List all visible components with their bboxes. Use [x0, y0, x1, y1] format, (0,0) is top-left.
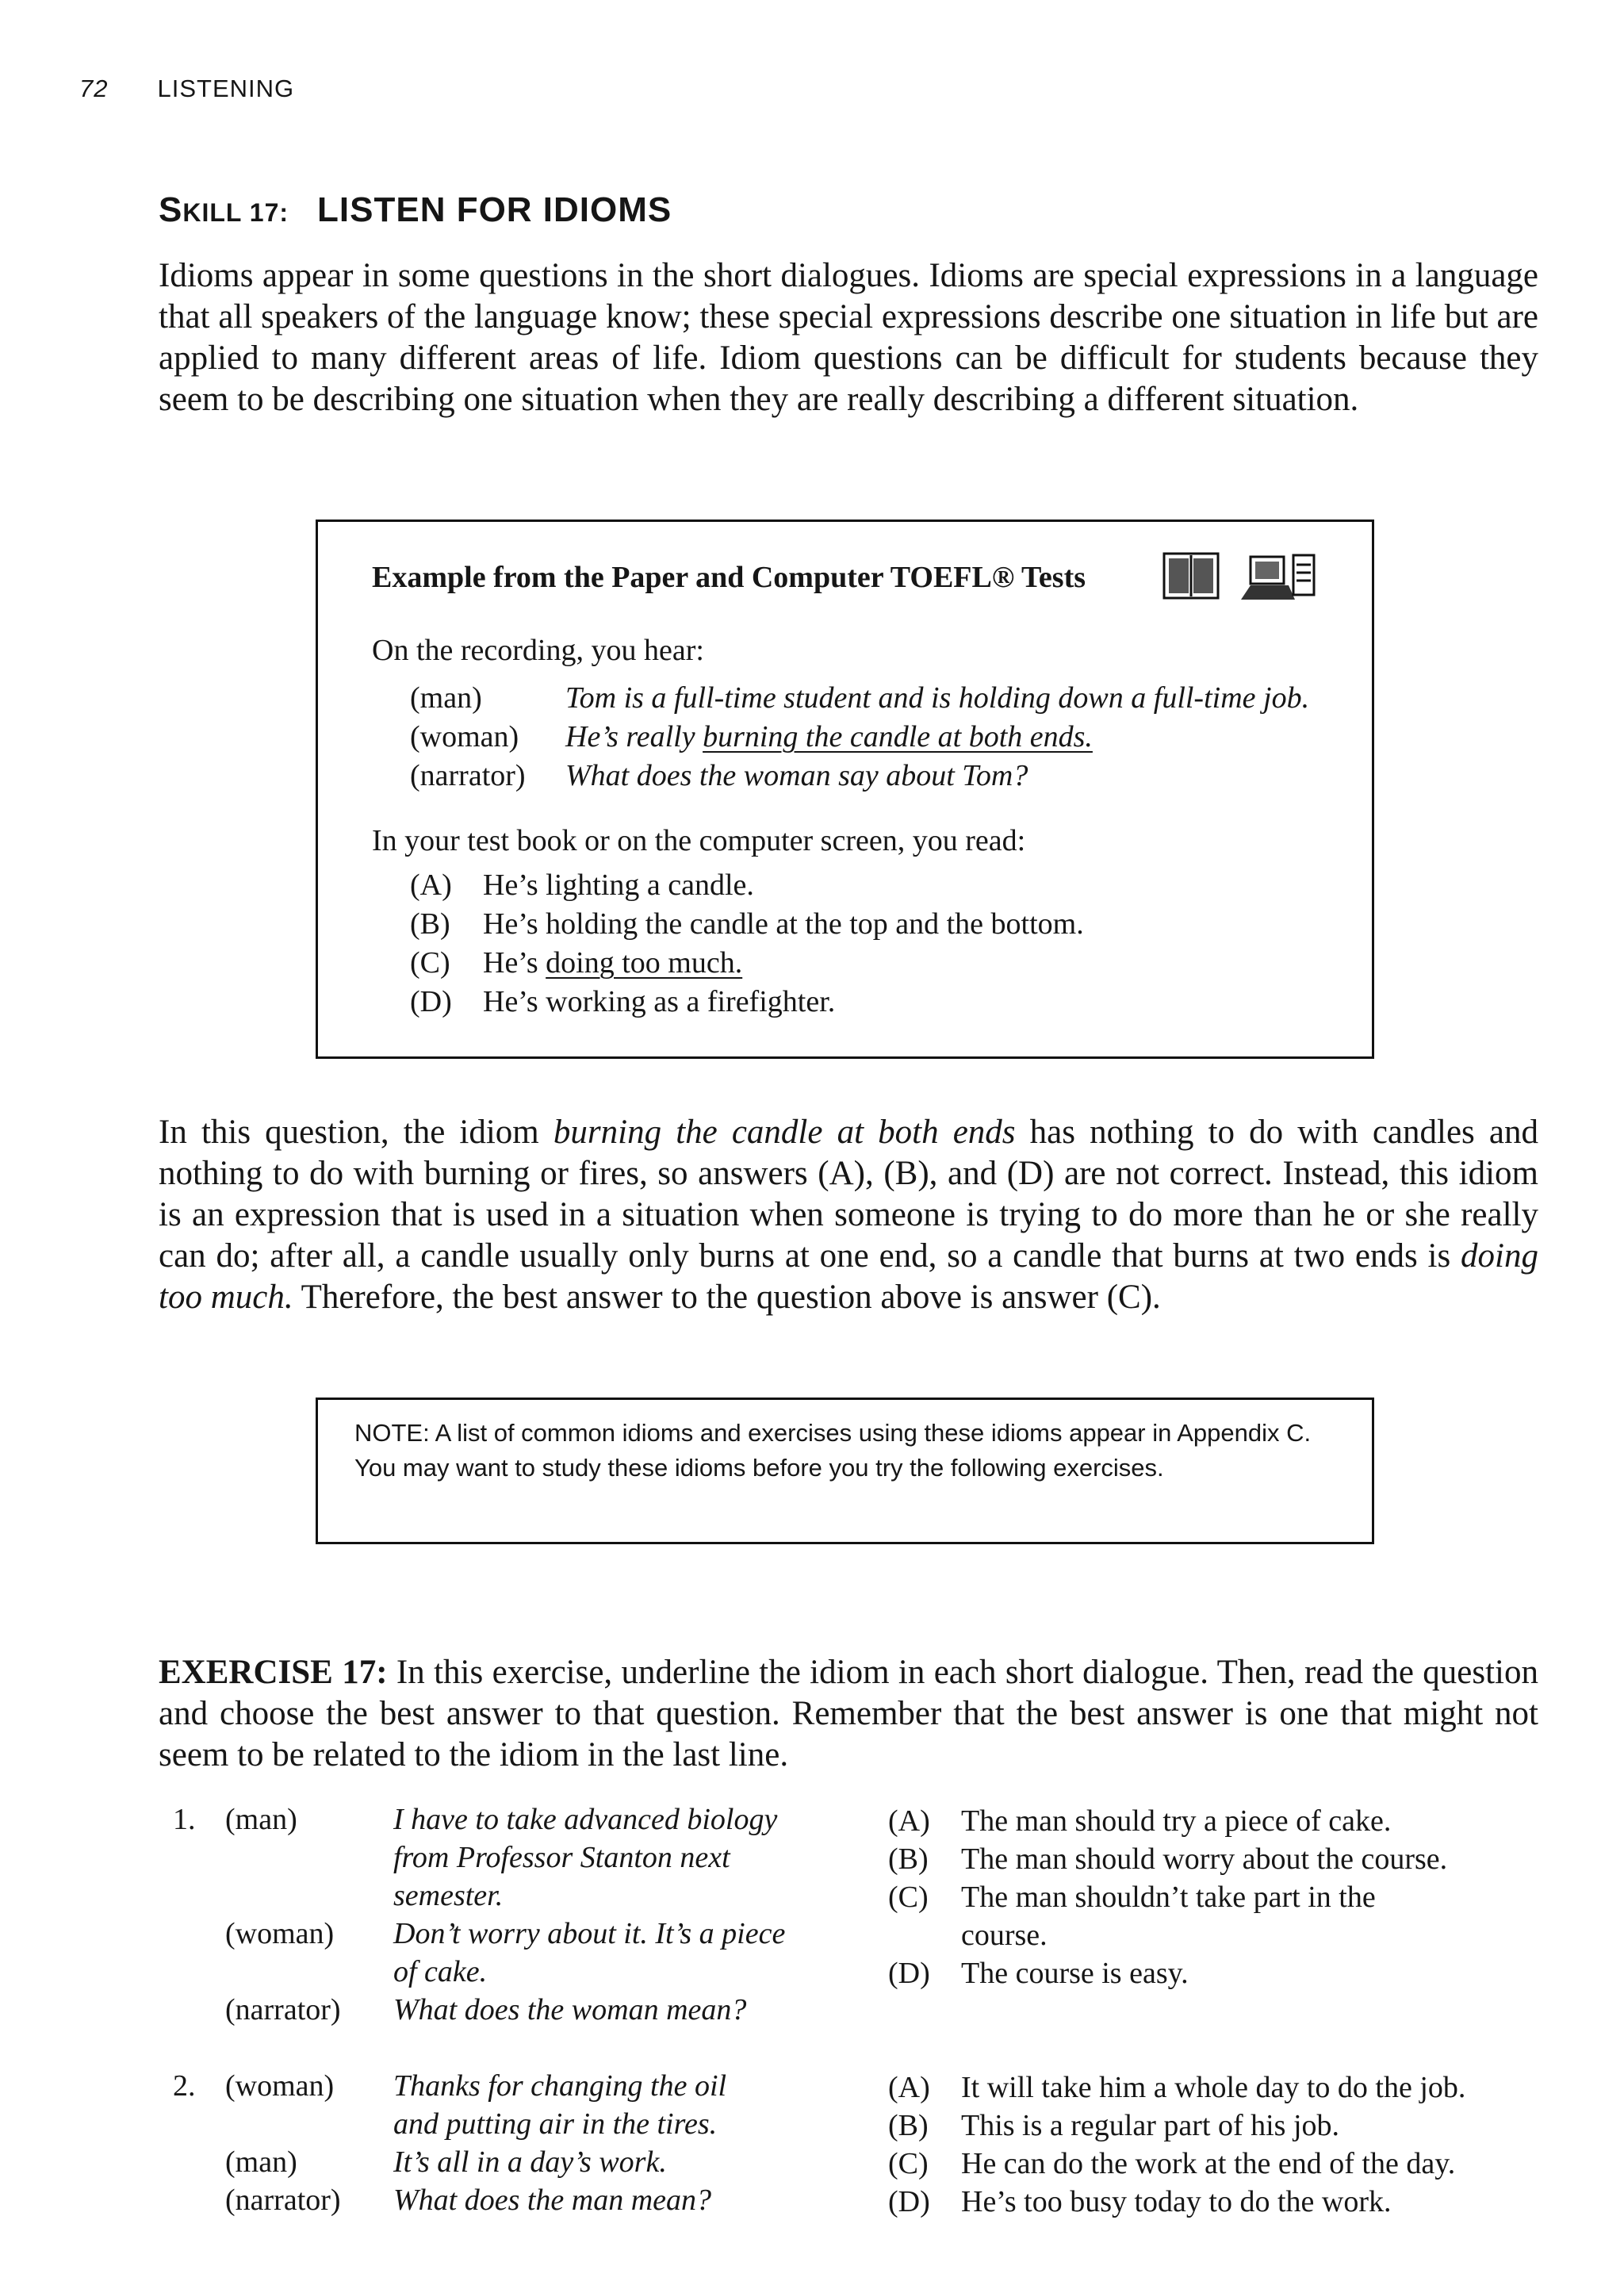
utterance: of cake. [393, 1955, 488, 1988]
speaker: (woman) [225, 2069, 335, 2103]
choice-letter: (A) [888, 1804, 930, 1838]
example-box [316, 520, 1374, 1059]
read-label: In your test book or on the computer screen, you read: [372, 824, 1026, 857]
dialogue-line [410, 681, 1309, 715]
choice-text: He’s holding the candle at the top and the bottom. [483, 907, 1084, 941]
note-box [316, 1398, 1374, 1544]
choice-text: This is a regular part of his job. [961, 2109, 1340, 2142]
emphasis: doing too much. [159, 1237, 1538, 1316]
choice-text: He’s [483, 946, 546, 980]
exercise-intro [159, 1652, 1538, 1776]
idiom-underlined: burning the candle at both ends. [703, 720, 1093, 753]
speaker: (man) [410, 681, 482, 715]
exercise-instructions: In this exercise, underline the idiom in each short dialogue. Then, read the question and choose the best answer to that question. Remember that the best answer is one that might not seem to be related to the idiom in the last line. [159, 1654, 1539, 1773]
speaker: (narrator) [225, 1993, 341, 2026]
dialogue-line [410, 758, 1028, 793]
utterance: What does the woman say about Tom? [565, 759, 1028, 792]
speaker: (man) [225, 2145, 297, 2179]
choice-text: It will take him a whole day to do the job. [961, 2071, 1466, 2104]
question-dialogue [225, 1802, 939, 2030]
question-choices [888, 1802, 1546, 1992]
dialogue-line [225, 1992, 939, 2030]
dialogue-line [225, 1802, 939, 1840]
dialogue-line [225, 1878, 939, 1916]
skill-heading: LISTEN FOR IDIOMS [317, 190, 672, 229]
intro-paragraph: Idioms appear in some questions in the short dialogues. Idioms are special expressions in a language that all speakers of the language know; these special expressions describe one situation in life but are applied to many different areas of life. Idiom questions can be difficult for students because they seem to be describing one situation when they are really describing a different situation. [159, 257, 1538, 418]
choice-letter: (C) [410, 946, 450, 980]
choice-letter: (B) [410, 907, 450, 941]
choice-letter: (D) [410, 985, 452, 1018]
section-title: LISTENING [157, 75, 295, 102]
explanation-text: Therefore, the best answer to the question above is answer (C). [293, 1279, 1161, 1316]
answer-choice [888, 2145, 1546, 2183]
answer-choice [410, 868, 754, 903]
exercise-label: EXERCISE 17: [159, 1654, 388, 1691]
choice-letter: (A) [410, 868, 452, 902]
answer-choice [888, 1878, 1404, 1954]
question-choices [888, 2069, 1546, 2221]
utterance: What does the woman mean? [393, 1993, 747, 2026]
utterance: He’s really [565, 720, 703, 753]
question-1 [159, 1802, 1546, 2040]
idiom-emphasis: burning the candle at both ends [553, 1114, 1016, 1151]
choice-text: The man shouldn’t take part in the course. [961, 1881, 1376, 1952]
choice-text: The man should worry about the course. [961, 1842, 1448, 1876]
dialogue-line [225, 1840, 939, 1878]
utterance: What does the man mean? [393, 2184, 712, 2217]
computer-icon [1241, 555, 1314, 600]
utterance: Tom is a full-time student and is holding down a full-time job. [565, 681, 1310, 715]
utterance: and putting air in the tires. [393, 2107, 718, 2141]
utterance: Don’t worry about it. It’s a piece [393, 1917, 786, 1950]
example-heading: Example from the Paper and Computer TOEFL® Tests [372, 561, 1086, 594]
answer-choice [410, 907, 1084, 941]
running-head [79, 75, 294, 103]
dialogue-line [225, 2107, 939, 2145]
speaker: (narrator) [225, 2184, 341, 2217]
dialogue-line [225, 2145, 939, 2183]
dialogue-line [225, 2069, 939, 2107]
choice-text: The man should try a piece of cake. [961, 1804, 1392, 1838]
question-number: 1. [173, 1803, 196, 1836]
page-number: 72 [79, 75, 109, 102]
choice-letter: (B) [888, 2109, 929, 2142]
choice-text: He’s working as a firefighter. [483, 985, 836, 1018]
dialogue-line [225, 2183, 939, 2221]
choice-text: He’s lighting a candle. [483, 868, 754, 902]
choice-text-underlined: doing too much. [546, 946, 743, 980]
choice-letter: (A) [888, 2071, 930, 2104]
choice-letter: (C) [888, 1881, 929, 1914]
choice-text: He’s too busy today to do the work. [961, 2185, 1392, 2218]
speaker: (woman) [225, 1917, 335, 1950]
choice-letter: (B) [888, 1842, 929, 1876]
dialogue-line [225, 1916, 939, 1954]
utterance: semester. [393, 1879, 504, 1912]
dialogue-line [225, 1954, 939, 1992]
choice-letter: (D) [888, 2185, 930, 2218]
hear-label: On the recording, you hear: [372, 634, 704, 667]
answer-choice [888, 2183, 1546, 2221]
answer-choice [888, 1802, 1546, 1840]
dialogue-line [410, 719, 1093, 754]
question-dialogue [225, 2069, 939, 2221]
book-icon [1164, 554, 1218, 598]
speaker: (narrator) [410, 759, 526, 792]
speaker: (man) [225, 1803, 297, 1836]
answer-choice [888, 2069, 1546, 2107]
answer-choice [888, 1954, 1546, 1992]
answer-choice [888, 1840, 1546, 1878]
question-2 [159, 2069, 1546, 2235]
skill-prefix: KILL 17: [182, 198, 289, 227]
utterance: I have to take advanced biology [393, 1803, 778, 1836]
explanation-paragraph [159, 1112, 1538, 1318]
utterance: Thanks for changing the oil [393, 2069, 727, 2103]
skill-prefix-initial: S [159, 190, 183, 229]
choice-letter: (C) [888, 2147, 929, 2180]
explanation-text: In this question, the idiom [159, 1114, 553, 1151]
choice-text: The course is easy. [961, 1957, 1189, 1990]
choice-letter: (D) [888, 1957, 930, 1990]
answer-choice [410, 984, 835, 1019]
note-text: NOTE: A list of common idioms and exercises using these idioms appear in Appendix C. You may want to study these idioms before you try the following exercises. [354, 1419, 1312, 1482]
answer-choice [888, 2107, 1546, 2145]
skill-title [159, 190, 672, 230]
choice-text: He can do the work at the end of the day. [961, 2147, 1456, 2180]
answer-choice [410, 945, 742, 980]
question-number: 2. [173, 2069, 196, 2103]
utterance: from Professor Stanton next [393, 1841, 730, 1874]
utterance: It’s all in a day’s work. [393, 2145, 667, 2179]
speaker: (woman) [410, 720, 519, 753]
explanation-text: has nothing to do with candles and nothing to do with burning or fires, so answers (A), (B), and (D) are not correct. Instead, this idiom is an expression that is used in a situation when someone is trying to do more than he or she really can do; after all, a candle usually only burns at one end, so a candle that burns at two ends is [159, 1114, 1538, 1275]
test-format-icons [1162, 550, 1320, 603]
